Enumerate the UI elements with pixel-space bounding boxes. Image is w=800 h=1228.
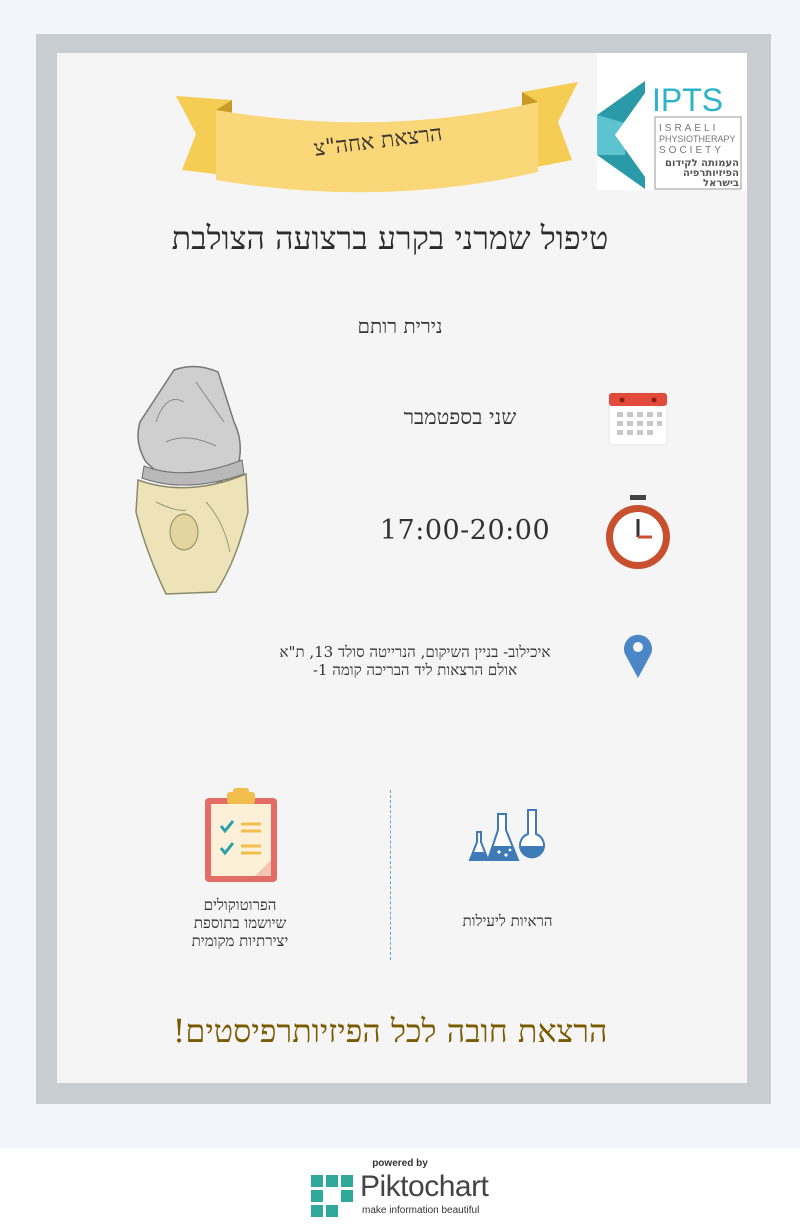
- protocols-line-1: הפרוטוקולים: [203, 896, 277, 914]
- evidence-label: הראיות ליעילות: [462, 912, 553, 930]
- map-pin-icon: [622, 632, 654, 680]
- location-line-1: איכילוב- בניין השיקום, הנרייטה סולד 13, ת"א: [279, 643, 551, 661]
- powered-by-label: powered by: [372, 1158, 428, 1169]
- feature-divider: [390, 790, 391, 960]
- piktochart-logo-icon: [311, 1175, 355, 1219]
- speaker-name: נירית רותם: [357, 314, 443, 338]
- logo-hebrew-1: העמותה לקידום: [664, 158, 739, 169]
- calendar-icon: [608, 390, 668, 446]
- logo-acronym: IPTS: [652, 82, 724, 118]
- protocols-line-3: יצירתיות מקומית: [191, 932, 289, 950]
- piktochart-tagline: make information beautiful: [362, 1205, 480, 1216]
- piktochart-wordmark[interactable]: Piktochart: [360, 1170, 489, 1203]
- logo-line-3: SOCIETY: [659, 145, 724, 156]
- logo-line-2: PHYSIOTHERAPY: [659, 134, 736, 144]
- logo-line-1: ISRAELI: [659, 123, 719, 134]
- lecture-title: טיפול שמרני בקרע ברצועה הצולבת: [171, 219, 609, 257]
- mandatory-message: הרצאת חובה לכל הפיזיותרפיסטים!: [172, 1012, 608, 1050]
- lab-flasks-icon: [468, 808, 550, 864]
- event-location: [220, 643, 610, 679]
- banner-label: הרצאת אחה"צ: [312, 121, 444, 162]
- protocols-line-2: שיושמו בתוספת: [193, 914, 287, 932]
- logo-hebrew-3: בישראל: [703, 178, 739, 189]
- knee-illustration: [126, 362, 256, 598]
- clipboard-checklist-icon: [203, 788, 279, 884]
- event-time: 17:00-20:00: [379, 515, 551, 546]
- ipts-logo: [597, 53, 747, 190]
- location-line-2: אולם הרצאות ליד הבריכה קומה 1-: [312, 661, 518, 679]
- protocols-label: [160, 896, 320, 950]
- event-date: שני בספטמבר: [403, 405, 517, 429]
- logo-hebrew-2: הפיזיותרפיה: [682, 168, 739, 179]
- stopwatch-icon: [603, 494, 673, 572]
